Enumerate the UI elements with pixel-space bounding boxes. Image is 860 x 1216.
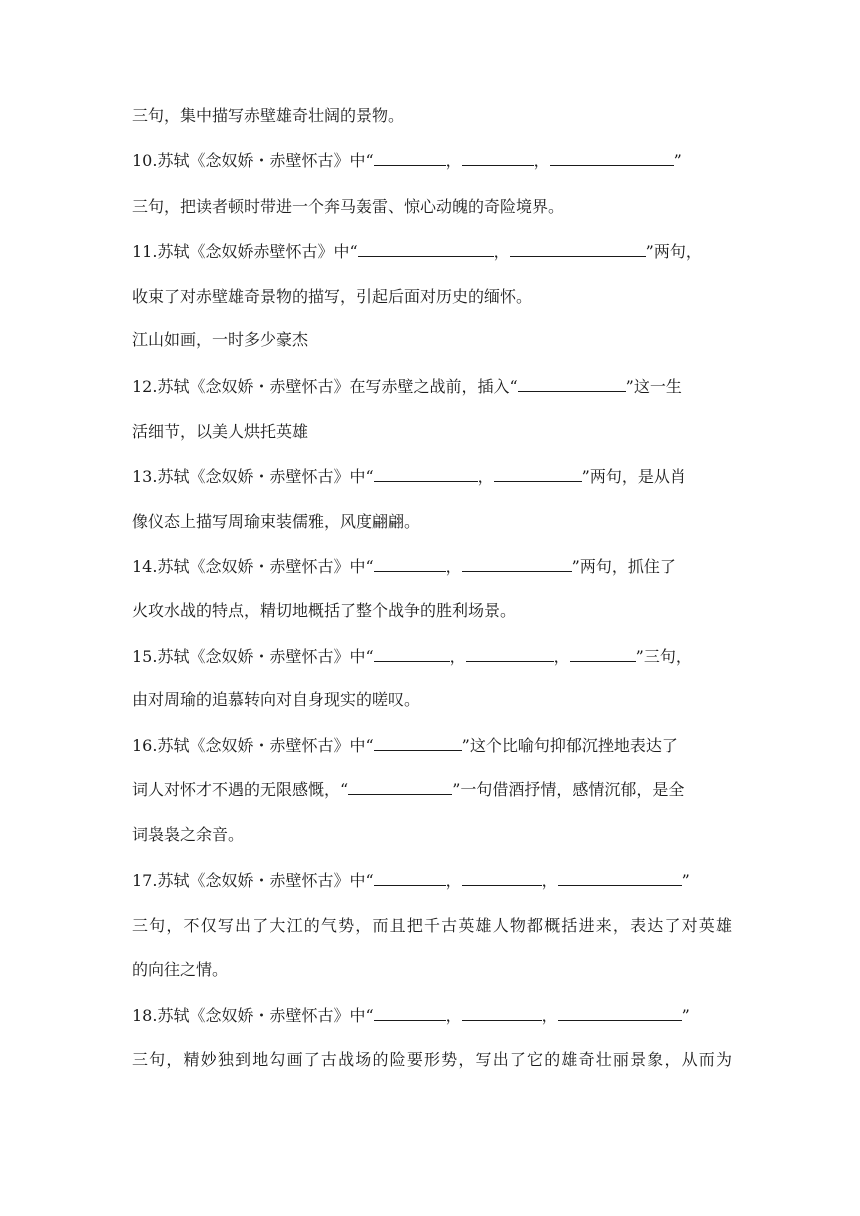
text-line xyxy=(132,510,732,534)
answer-blank[interactable] xyxy=(358,239,494,257)
line-text: 三句，不仅写出了大江的气势，而且把千古英雄人物都概括进来，表达了对英雄 xyxy=(132,916,732,935)
text-line xyxy=(132,328,732,352)
answer-blank[interactable] xyxy=(462,1003,542,1021)
question-text: ”这一生 xyxy=(625,377,682,396)
line-text: 收束了对赤壁雄奇景物的描写，引起后面对历史的缅怀。 xyxy=(132,287,533,306)
answer-blank[interactable] xyxy=(374,644,450,662)
question-13 xyxy=(132,464,732,488)
comma: ， xyxy=(445,557,462,576)
line-text: 三句，精妙独到地勾画了古战场的险要形势，写出了它的雄奇壮丽景象，从而为 xyxy=(132,1050,732,1069)
answer-blank[interactable] xyxy=(570,644,636,662)
question-text: ”三句， xyxy=(635,647,692,666)
question-text: 17.苏轼《念奴娇・赤壁怀古》中“ xyxy=(132,871,374,890)
question-15 xyxy=(132,644,732,668)
question-text: 词人对怀才不遇的无限感慨，“ xyxy=(132,780,349,799)
question-text: ”两句， xyxy=(645,242,702,261)
answer-blank[interactable] xyxy=(558,1003,682,1021)
line-text: 词袅袅之余音。 xyxy=(132,825,245,844)
comma: ， xyxy=(445,871,462,890)
answer-blank[interactable] xyxy=(518,374,626,392)
question-text: 14.苏轼《念奴娇・赤壁怀古》中“ xyxy=(132,557,374,576)
line-text: 由对周瑜的追慕转向对自身现实的嗟叹。 xyxy=(132,690,421,709)
line-text: 江山如画，一时多少豪杰 xyxy=(132,330,309,349)
answer-blank[interactable] xyxy=(462,554,572,572)
question-text: 18.苏轼《念奴娇・赤壁怀古》中“ xyxy=(132,1006,374,1025)
answer-blank[interactable] xyxy=(550,148,674,166)
question-16 xyxy=(132,733,732,757)
comma: ， xyxy=(445,1006,462,1025)
question-text: 15.苏轼《念奴娇・赤壁怀古》中“ xyxy=(132,647,374,666)
comma: ， xyxy=(449,647,466,666)
question-11 xyxy=(132,239,732,263)
question-text: ”两句，是从肖 xyxy=(581,467,686,486)
line-text: 的向往之情。 xyxy=(132,960,229,979)
text-line xyxy=(132,688,732,712)
question-text: 10.苏轼《念奴娇・赤壁怀古》中“ xyxy=(132,151,374,170)
text-line xyxy=(132,823,732,847)
question-text: ”两句，抓住了 xyxy=(571,557,676,576)
text-line xyxy=(132,195,732,219)
question-text: ” xyxy=(673,151,682,170)
question-12 xyxy=(132,374,732,398)
answer-blank[interactable] xyxy=(494,464,582,482)
comma: ， xyxy=(493,242,510,261)
question-text: ” xyxy=(681,1006,690,1025)
text-line xyxy=(132,420,732,444)
line-text: 三句，集中描写赤壁雄奇壮阔的景物。 xyxy=(132,106,405,125)
question-text: 12.苏轼《念奴娇・赤壁怀古》在写赤壁之战前，插入“ xyxy=(132,377,518,396)
question-17 xyxy=(132,868,732,892)
text-line xyxy=(132,599,732,623)
answer-blank[interactable] xyxy=(374,148,446,166)
line-text: 像仪态上描写周瑜束装儒雅，风度翩翩。 xyxy=(132,512,421,531)
comma: ， xyxy=(553,647,570,666)
answer-blank[interactable] xyxy=(374,868,446,886)
text-line xyxy=(132,285,732,309)
question-10 xyxy=(132,148,732,172)
text-line xyxy=(132,958,732,982)
answer-blank[interactable] xyxy=(558,868,682,886)
question-18 xyxy=(132,1003,732,1027)
line-text: 活细节，以美人烘托英雄 xyxy=(132,422,309,441)
answer-blank[interactable] xyxy=(374,733,462,751)
comma: ， xyxy=(541,871,558,890)
comma: ， xyxy=(541,1006,558,1025)
question-text: 16.苏轼《念奴娇・赤壁怀古》中“ xyxy=(132,736,374,755)
question-14 xyxy=(132,554,732,578)
answer-blank[interactable] xyxy=(348,777,452,795)
text-line xyxy=(132,104,732,128)
answer-blank[interactable] xyxy=(510,239,646,257)
answer-blank[interactable] xyxy=(374,464,478,482)
question-text: ” xyxy=(681,871,690,890)
comma: ， xyxy=(477,467,494,486)
question-text: ”这个比喻句抑郁沉挫地表达了 xyxy=(461,736,678,755)
comma: ， xyxy=(533,151,550,170)
answer-blank[interactable] xyxy=(462,148,534,166)
text-line xyxy=(132,1048,732,1072)
question-text: 11.苏轼《念奴娇赤壁怀古》中“ xyxy=(132,242,358,261)
line-text: 三句，把读者顿时带进一个奔马轰雷、惊心动魄的奇险境界。 xyxy=(132,197,565,216)
answer-blank[interactable] xyxy=(374,1003,446,1021)
question-text: ”一句借酒抒情，感情沉郁，是全 xyxy=(452,780,685,799)
answer-blank[interactable] xyxy=(374,554,446,572)
text-line xyxy=(132,914,732,938)
answer-blank[interactable] xyxy=(466,644,554,662)
answer-blank[interactable] xyxy=(462,868,542,886)
line-text: 火攻水战的特点，精切地概括了整个战争的胜利场景。 xyxy=(132,601,517,620)
question-16-cont xyxy=(132,777,732,801)
comma: ， xyxy=(445,151,462,170)
question-text: 13.苏轼《念奴娇・赤壁怀古》中“ xyxy=(132,467,374,486)
